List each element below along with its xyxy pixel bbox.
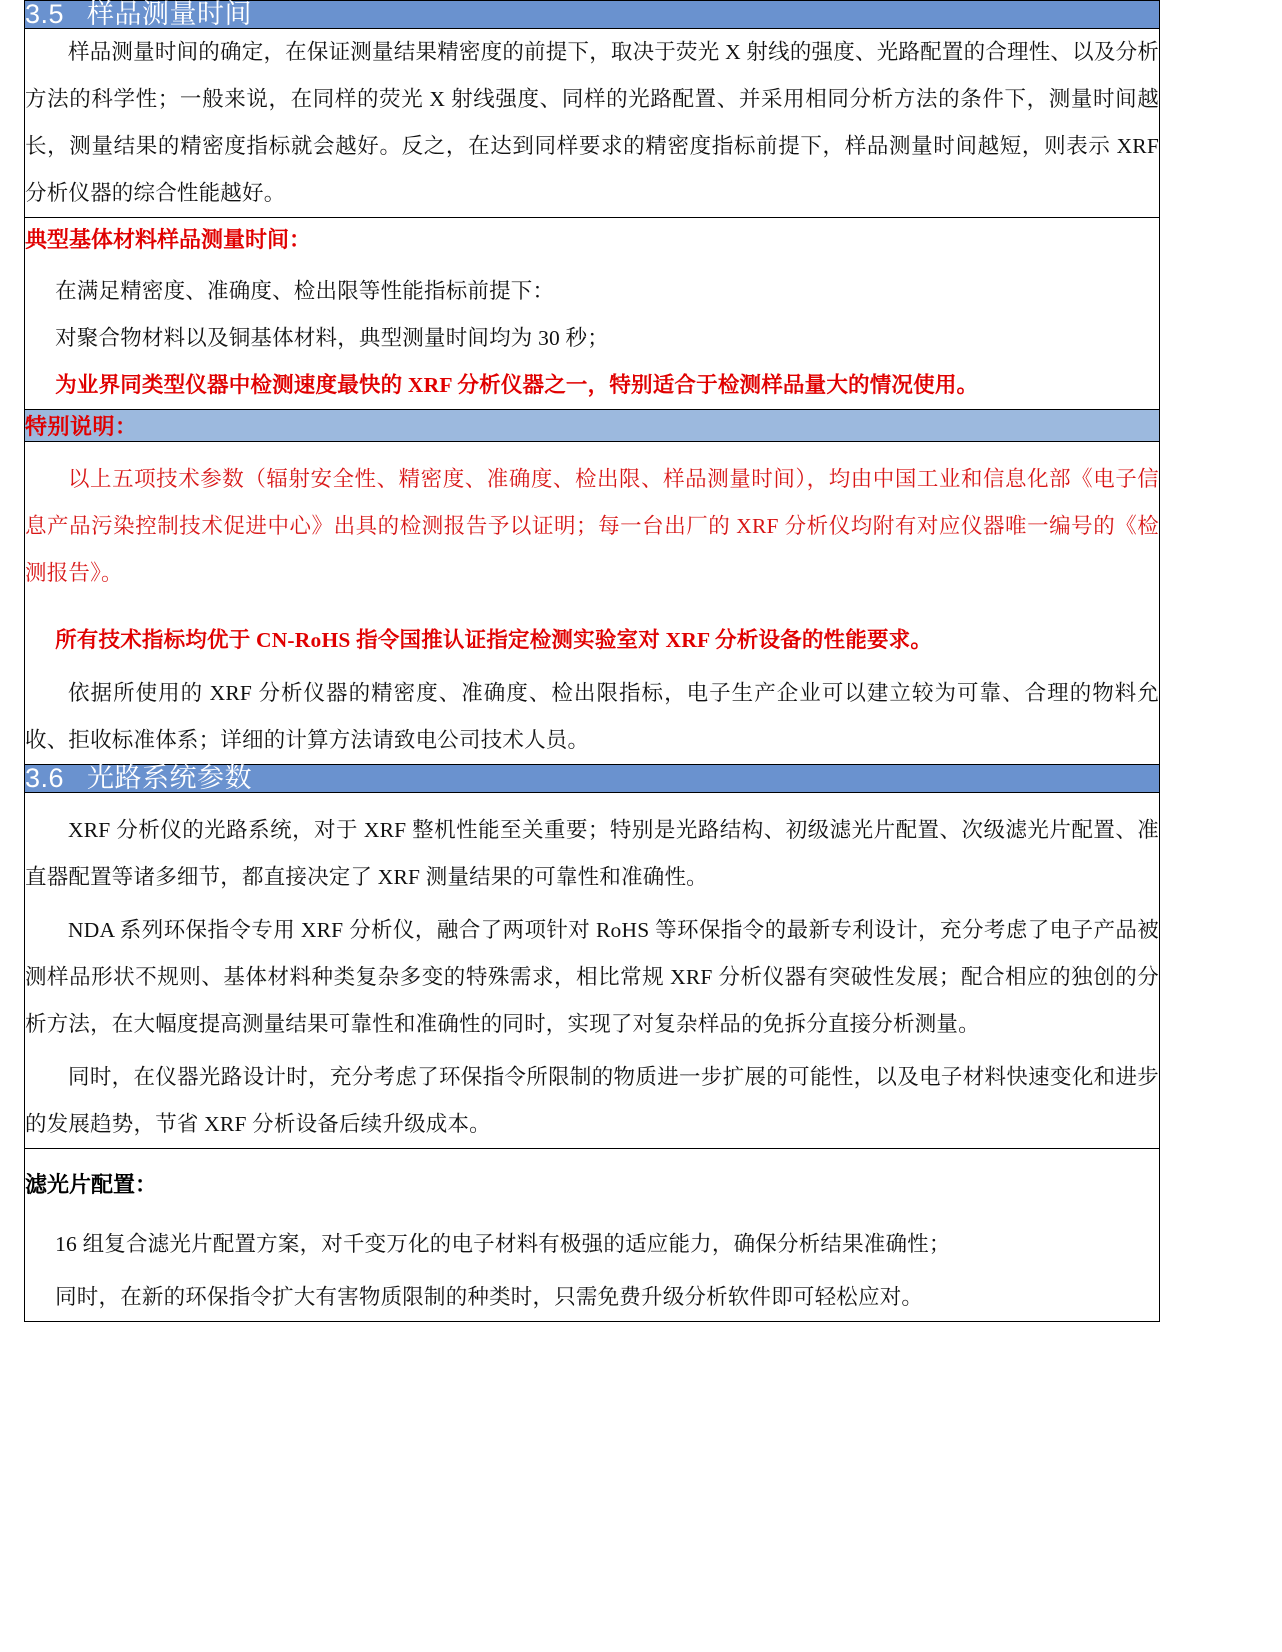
optics-paragraph-3: 同时，在仪器光路设计时，充分考虑了环保指令所限制的物质进一步扩展的可能性，以及电子材料快速变化和进步的发展趋势，节省 XRF 分析设备后续升级成本。 [25,1065,1159,1136]
paragraph-measurement-time: 样品测量时间的确定，在保证测量结果精密度的前提下，取决于荧光 X 射线的强度、光路配置的合理性、以及分析方法的科学性；一般来说，在同样的荧光 X 射线强度、同样的光路配置、并采用相同分析方法的条件下，测量时间越长，测量结果的精密度指标就会越好。反之，在达到同样要求的精密度指标前提下，样品测量时间越短，则表示 XRF 分析仪器的综合性能越好。 [25,40,1159,205]
section-title-3-5: 样品测量时间 [87,0,252,29]
optics-paragraph-1: XRF 分析仪的光路系统，对于 XRF 整机性能至关重要；特别是光路结构、初级滤光片配置、次级滤光片配置、准直器配置等诸多细节，都直接决定了 XRF 测量结果的可靠性和准确性。 [25,818,1159,889]
section-header-3-5 [25,1,1160,29]
cell-typical-time [25,218,1160,410]
table-row [25,793,1160,1149]
table-row [25,29,1160,218]
cell-3-6-body [25,793,1160,1149]
special-note-paragraph-black: 依据所使用的 XRF 分析仪器的精密度、准确度、检出限指标，电子生产企业可以建立较为可靠、合理的物料允收、拒收标准体系；详细的计算方法请致电公司技术人员。 [25,681,1159,752]
cell-3-5-intro [25,29,1160,218]
typical-time-line-2: 对聚合物材料以及铜基体材料，典型测量时间均为 30 秒； [55,326,609,350]
special-note-paragraph-red: 以上五项技术参数（辐射安全性、精密度、准确度、检出限、样品测量时间），均由中国工业和信息化部《电子信息产品污染控制技术促进中心》出具的检测报告予以证明；每一台出厂的 XRF 分析仪均附有对应仪器唯一编号的《检测报告》。 [25,467,1159,585]
table-row [25,765,1160,793]
cell-filter-config [25,1149,1160,1322]
cell-special-note-body [25,442,1160,765]
heading-filter-config: 滤光片配置： [25,1172,158,1197]
filter-config-line-2: 同时，在新的环保指令扩大有害物质限制的种类时，只需免费升级分析软件即可轻松应对。 [55,1285,924,1309]
typical-time-highlight: 为业界同类型仪器中检测速度最快的 XRF 分析仪器之一，特别适合于检测样品量大的情况使用。 [55,373,979,397]
section-title-3-6: 光路系统参数 [87,763,252,793]
section-number-3-6: 3.6 [25,763,65,793]
filter-config-line-1: 16 组复合滤光片配置方案，对千变万化的电子材料有极强的适应能力，确保分析结果准确性； [55,1232,951,1256]
table-row [25,442,1160,765]
table-row [25,410,1160,442]
table-row [25,1149,1160,1322]
optics-paragraph-2: NDA 系列环保指令专用 XRF 分析仪，融合了两项针对 RoHS 等环保指令的最新专利设计，充分考虑了电子产品被测样品形状不规则、基体材料种类复杂多变的特殊需求，相比常规 XRF 分析仪器有突破性发展；配合相应的独创的分析方法，在大幅度提高测量结果可靠性和准确性的同时，实现了对复杂样品的免拆分直接分析测量。 [25,918,1159,1036]
section-number-3-5: 3.5 [25,0,65,29]
document-table [24,0,1160,1322]
heading-typical-time: 典型基体材料样品测量时间： [25,227,312,252]
bar-special-note [25,410,1160,442]
table-row [25,1,1160,29]
section-header-3-6 [25,765,1160,793]
typical-time-line-1: 在满足精密度、准确度、检出限等性能指标前提下： [55,279,555,303]
label-special-note: 特别说明： [25,414,138,439]
special-note-highlight: 所有技术指标均优于 CN-RoHS 指令国推认证指定检测实验室对 XRF 分析设备的性能要求。 [55,628,933,652]
table-row [25,218,1160,410]
